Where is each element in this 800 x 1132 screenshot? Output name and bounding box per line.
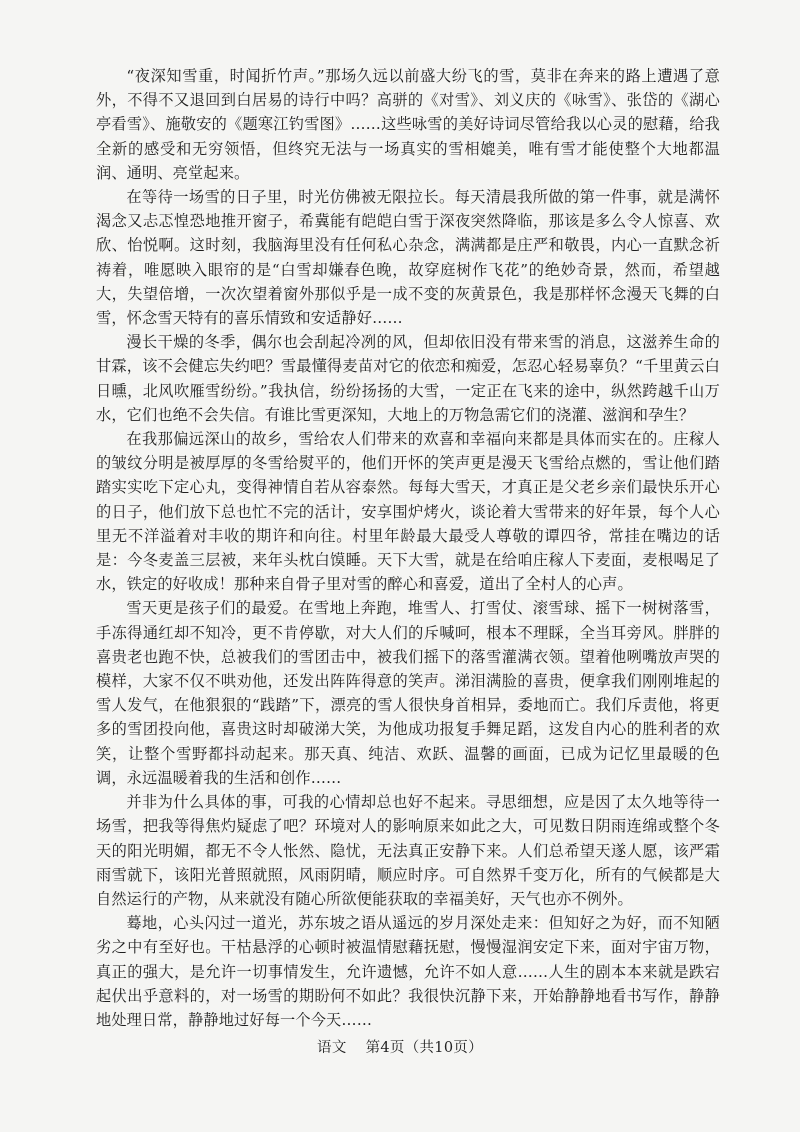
subject-label: 语文 [317,1040,347,1056]
paragraph-3: 漫长干燥的冬季，偶尔也会刮起冷冽的风，但却依旧没有带来雪的消息，这滋养生命的甘霖，该不会健忘失约吧？雪最懂得麦苗对它的依恋和痴爱，怎忍心轻易辜负？“千里黄云白日曛，北风吹雁雪纷纷。”我执信，纷纷扬扬的大雪，一定正在飞来的途中，纵然跨越千山万水，它们也绝不会失信。有谁比雪更深知，大地上的万物急需它们的浇灌、滋润和孕生？ [96,333,720,424]
paragraph-4: 在我那偏远深山的故乡，雪给农人们带来的欢喜和幸福向来都是具体而实在的。庄稼人的皱纹分明是被厚厚的冬雪给熨平的，他们开怀的笑声更是漫天飞雪给点燃的，雪让他们踏踏实实吃下定心丸，变得神情自若从容泰然。每每大雪天，才真正是父老乡亲们最快乐开心的日子，他们放下总也忙不完的活计，安享围炉烤火，谈论着大雪带来的好年景，每个人心里无不洋溢着对丰收的期许和向往。村里年龄最大最受人尊敬的谭四爷，常挂在嘴边的话是：今冬麦盖三层被，来年头枕白馍睡。天下大雪，就是在给咱庄稼人下麦面，麦根喝足了水，铁定的好收成！那种来自骨子里对雪的醉心和喜爱，道出了全村人的心声。 [96,430,720,594]
paragraph-2: 在等待一场雪的日子里，时光仿佛被无限拉长。每天清晨我所做的第一件事，就是满怀渴念又忐忑惶恐地推开窗子，希冀能有皑皑白雪于深夜突然降临，那该是多么令人惊喜、欢欣、怡悦啊。这时刻，我脑海里没有任何私心杂念，满满都是庄严和敬畏，内心一直默念祈祷着，唯愿映入眼帘的是“白雪却嫌春色晚，故穿庭树作飞花”的绝妙奇景，然而，希望越大，失望倍增，一次次望着窗外那似乎是一成不变的灰黄景色，我是那样怀念漫天飞舞的白雪，怀念雪天特有的喜乐情致和安适静好…… [96,188,720,328]
page-number: 第4页（共10页） [365,1040,483,1056]
essay-body [96,64,720,1032]
paragraph-5: 雪天更是孩子们的最爱。在雪地上奔跑，堆雪人、打雪仗、滚雪球、摇下一树树落雪，手冻得通红却不知冷，更不肯停歇，对大人们的斥喊呵，根本不理睬，全当耳旁风。胖胖的喜贵老也跑不快，总被我们的雪团击中，被我们摇下的落雪灌满衣领。望着他咧嘴放声哭的模样，大家不仅不哄劝他，还发出阵阵得意的笑声。涕泪满脸的喜贵，便拿我们刚刚堆起的雪人发气，在他狠狠的“践踏”下，漂亮的雪人很快身首相异，委地而亡。我们斥责他，将更多的雪团投向他，喜贵这时却破涕大笑，为他成功报复手舞足蹈，这发自内心的胜利者的欢笑，让整个雪野都抖动起来。那天真、纯洁、欢跃、温馨的画面，已成为记忆里最暖的色调，永远温暖着我的生活和创作…… [96,599,720,787]
paragraph-6: 并非为什么具体的事，可我的心情却总也好不起来。寻思细想，应是因了太久地等待一场雪，把我等得焦灼疑虑了吧？环境对人的影响原来如此之大，可见数日阴雨连绵或整个冬天的阳光明媚，都无不令人怅然、隐忧，无法真正安静下来。人们总希望天遂人愿，该严霜雨雪就下，该阳光普照就照，风雨阴晴，顺应时序。可自然界千变万化，所有的气候都是大自然运行的产物，从来就没有随心所欲便能获取的幸福美好，天气也亦不例外。 [96,793,720,908]
page-footer [0,1036,800,1057]
paragraph-1: “夜深知雪重，时闻折竹声。”那场久远以前盛大纷飞的雪，莫非在奔来的路上遭遇了意外，不得不又退回到白居易的诗行中吗？高骈的《对雪》、刘义庆的《咏雪》、张岱的《湖心亭看雪》、施敬安的《题寒江钓雪图》……这些咏雪的美好诗词尽管给我以心灵的慰藉，给我全新的感受和无穷领悟，但终究无法与一场真实的雪相媲美，唯有雪才能使整个大地都温润、通明、亮堂起来。 [96,67,720,182]
paragraph-7: 蓦地，心头闪过一道光，苏东坡之语从遥远的岁月深处走来：但知好之为好，而不知陋劣之中有至好也。干枯悬浮的心顿时被温情慰藉抚慰，慢慢湿润安定下来，面对宇宙万物，真正的强大，是允许一切事情发生，允许遗憾，允许不如人意……人生的剧本本来就是跌宕起伏出乎意料的，对一场雪的期盼何不如此？我很快沉静下来，开始静静地看书写作，静静地处理日常，静静地过好每一个今天…… [96,914,720,1029]
